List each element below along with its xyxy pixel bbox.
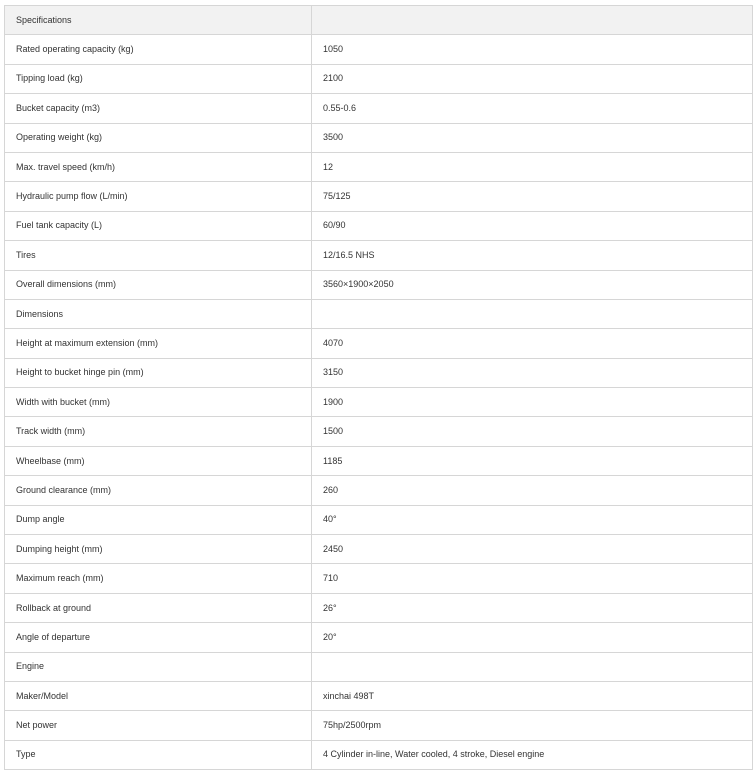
spec-label: Wheelbase (mm): [5, 446, 312, 475]
header-value-cell: [312, 6, 753, 35]
section-row-engine: [5, 652, 753, 681]
table-row: [5, 593, 753, 622]
spec-value: 1900: [312, 388, 753, 417]
header-label-cell: Specifications: [5, 6, 312, 35]
spec-value: 20°: [312, 623, 753, 652]
spec-label: Rated operating capacity (kg): [5, 35, 312, 64]
spec-value: 260: [312, 476, 753, 505]
spec-value: 75/125: [312, 182, 753, 211]
section-label: Dimensions: [5, 299, 312, 328]
spec-label: Height to bucket hinge pin (mm): [5, 358, 312, 387]
spec-value: 60/90: [312, 211, 753, 240]
table-row: [5, 446, 753, 475]
spec-label: Tires: [5, 241, 312, 270]
spec-label: Maximum reach (mm): [5, 564, 312, 593]
spec-label: Maker/Model: [5, 681, 312, 710]
spec-label: Dumping height (mm): [5, 535, 312, 564]
table-row: [5, 329, 753, 358]
spec-value: 2450: [312, 535, 753, 564]
spec-value: 1050: [312, 35, 753, 64]
spec-label: Rollback at ground: [5, 593, 312, 622]
spec-value: xinchai 498T: [312, 681, 753, 710]
spec-label: Width with bucket (mm): [5, 388, 312, 417]
table-row: [5, 241, 753, 270]
table-row: [5, 152, 753, 181]
table-row: [5, 211, 753, 240]
table-row: [5, 358, 753, 387]
specifications-table: [4, 5, 753, 770]
spec-label: Overall dimensions (mm): [5, 270, 312, 299]
table-row: [5, 417, 753, 446]
table-row: [5, 476, 753, 505]
table-row: [5, 505, 753, 534]
table-row: [5, 94, 753, 123]
spec-value: 40°: [312, 505, 753, 534]
spec-value: 26°: [312, 593, 753, 622]
spec-value: 4 Cylinder in-line, Water cooled, 4 stroke, Diesel engine: [312, 740, 753, 769]
spec-label: Fuel tank capacity (L): [5, 211, 312, 240]
spec-value: 0.55-0.6: [312, 94, 753, 123]
table-row: [5, 35, 753, 64]
spec-value: 1185: [312, 446, 753, 475]
section-label: Engine: [5, 652, 312, 681]
spec-value: 710: [312, 564, 753, 593]
spec-label: Operating weight (kg): [5, 123, 312, 152]
table-row: [5, 623, 753, 652]
spec-value: 12: [312, 152, 753, 181]
table-row: [5, 182, 753, 211]
spec-label: Height at maximum extension (mm): [5, 329, 312, 358]
spec-label: Bucket capacity (m3): [5, 94, 312, 123]
table-row: [5, 270, 753, 299]
section-value: [312, 299, 753, 328]
spec-label: Tipping load (kg): [5, 64, 312, 93]
table-row: [5, 564, 753, 593]
table-row: [5, 711, 753, 740]
spec-label: Ground clearance (mm): [5, 476, 312, 505]
section-row-dimensions: [5, 299, 753, 328]
table-row: [5, 681, 753, 710]
spec-label: Angle of departure: [5, 623, 312, 652]
spec-value: 3500: [312, 123, 753, 152]
spec-label: Hydraulic pump flow (L/min): [5, 182, 312, 211]
spec-value: 12/16.5 NHS: [312, 241, 753, 270]
table-row: [5, 388, 753, 417]
table-row: [5, 740, 753, 769]
spec-value: 3150: [312, 358, 753, 387]
table-row: [5, 123, 753, 152]
table-header-row: [5, 6, 753, 35]
spec-label: Max. travel speed (km/h): [5, 152, 312, 181]
spec-label: Track width (mm): [5, 417, 312, 446]
spec-value: 3560×1900×2050: [312, 270, 753, 299]
spec-value: 75hp/2500rpm: [312, 711, 753, 740]
spec-value: 2100: [312, 64, 753, 93]
spec-value: 1500: [312, 417, 753, 446]
spec-label: Type: [5, 740, 312, 769]
section-value: [312, 652, 753, 681]
spec-label: Dump angle: [5, 505, 312, 534]
spec-label: Net power: [5, 711, 312, 740]
table-row: [5, 64, 753, 93]
table-row: [5, 535, 753, 564]
spec-value: 4070: [312, 329, 753, 358]
